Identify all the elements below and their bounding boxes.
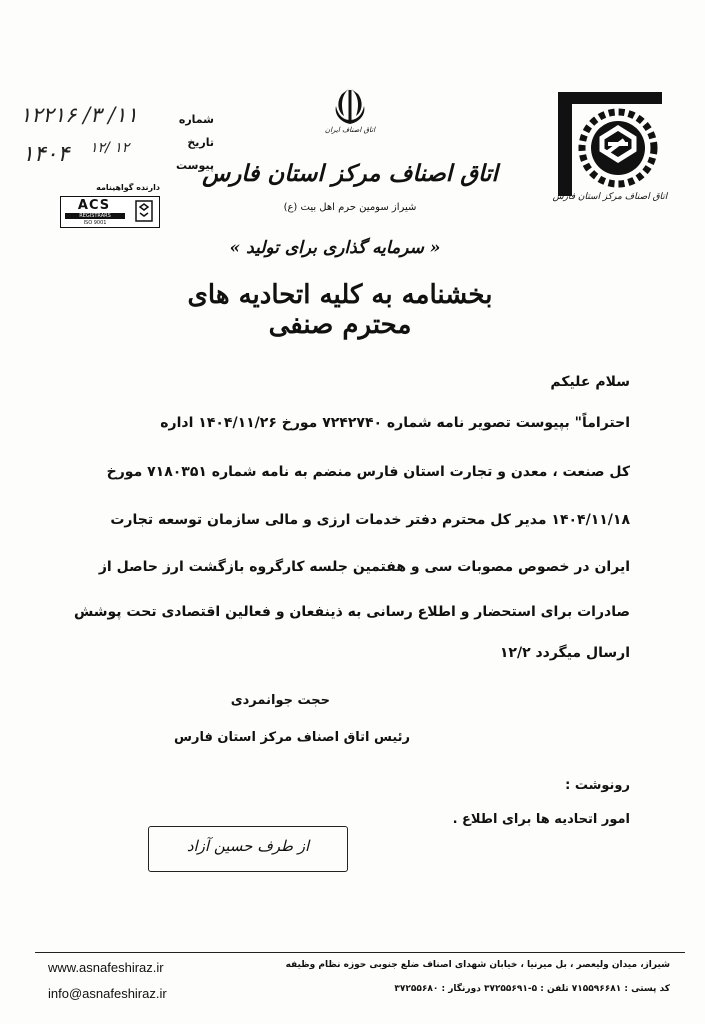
circular-title: بخشنامه به کلیه اتحادیه های محترم صنفی	[187, 280, 493, 340]
letter-number-value: ۱۲۲۱۶ /۳ /۱۱	[20, 103, 138, 127]
cc-item: امور اتحادیه ها برای اطلاع .	[452, 812, 630, 827]
footer-address: شیراز، میدان ولیعصر ، بل میرنیا ، خیابان شهدای اصناف ضلع جنوبی حوزه نظام وظیفه	[285, 960, 670, 970]
date-label: تاریخ	[187, 136, 214, 149]
certification-mark-icon	[135, 200, 153, 222]
attachment-label: پیوست	[176, 159, 214, 172]
greeting: سلام علیکم	[550, 374, 630, 390]
body-line: ۱۴۰۴/۱۱/۱۸ مدیر کل محترم دفتر خدمات ارزی و مالی سازمان توسعه تجارت	[110, 512, 630, 528]
body-line: ارسال میگردد ۱۲/۲	[499, 645, 630, 661]
footer-divider	[35, 952, 685, 953]
iso-certificate-badge	[60, 196, 160, 228]
body-line: ایران در خصوص مصوبات سی و هفتمین جلسه کارگروه بازگشت ارز حاصل از	[98, 559, 630, 575]
emblem-caption: اتاق اصناف ایران	[324, 126, 376, 134]
stamp-text: از طرف حسین آزاد	[186, 837, 310, 855]
email-link[interactable]: info@asnafeshiraz.ir	[48, 986, 167, 1001]
signatory-title: رئیس اتاق اصناف مرکز استان فارس	[174, 730, 410, 745]
chamber-gear-logo-icon	[558, 92, 662, 196]
on-behalf-stamp	[148, 826, 348, 872]
chamber-subtitle: شیراز سومین حرم اهل بیت (ع)	[283, 202, 417, 213]
certificate-label: دارنده گواهینامه	[96, 183, 160, 192]
letter-attachment-value: ۱۴۰۴	[22, 142, 70, 167]
body-line: کل صنعت ، معدن و تجارت استان فارس منضم به نامه شماره ۷۱۸۰۳۵۱ مورخ	[106, 464, 630, 480]
signatory-name: حجت جوانمردی	[230, 693, 330, 708]
chamber-title: اتاق اصناف مرکز استان فارس	[202, 160, 498, 187]
slogan: « سرمایه گذاری برای تولید »	[229, 238, 441, 258]
iran-emblem-icon	[328, 84, 372, 128]
number-label: شماره	[178, 113, 214, 126]
body-line: احتراماً" بپیوست تصویر نامه شماره ۷۲۴۲۷۴۰ مورخ ۱۴۰۴/۱۱/۲۶ اداره	[160, 415, 630, 431]
body-line: صادرات برای استحضار و اطلاع رسانی به ذینفعان و فعالین اقتصادی تحت پوشش	[73, 604, 630, 620]
letter-date-value: ۱۲/ ۱۲	[90, 140, 130, 156]
cert-brand: ACS	[77, 198, 111, 213]
website-link[interactable]: www.asnafeshiraz.ir	[48, 960, 164, 975]
footer-contact: کد پستی : ۷۱۵۵۹۶۶۸۱ تلفن : ۵-۳۷۲۵۵۶۹۱ دورنگار : ۳۷۲۵۵۶۸۰	[394, 984, 670, 994]
logo-caption: اتاق اصناف مرکز استان فارس	[552, 192, 668, 202]
cert-registrar: REGISTRARS	[65, 213, 125, 219]
cc-label: رونوشت :	[565, 778, 630, 793]
cert-iso: ISO 9001	[83, 220, 107, 226]
